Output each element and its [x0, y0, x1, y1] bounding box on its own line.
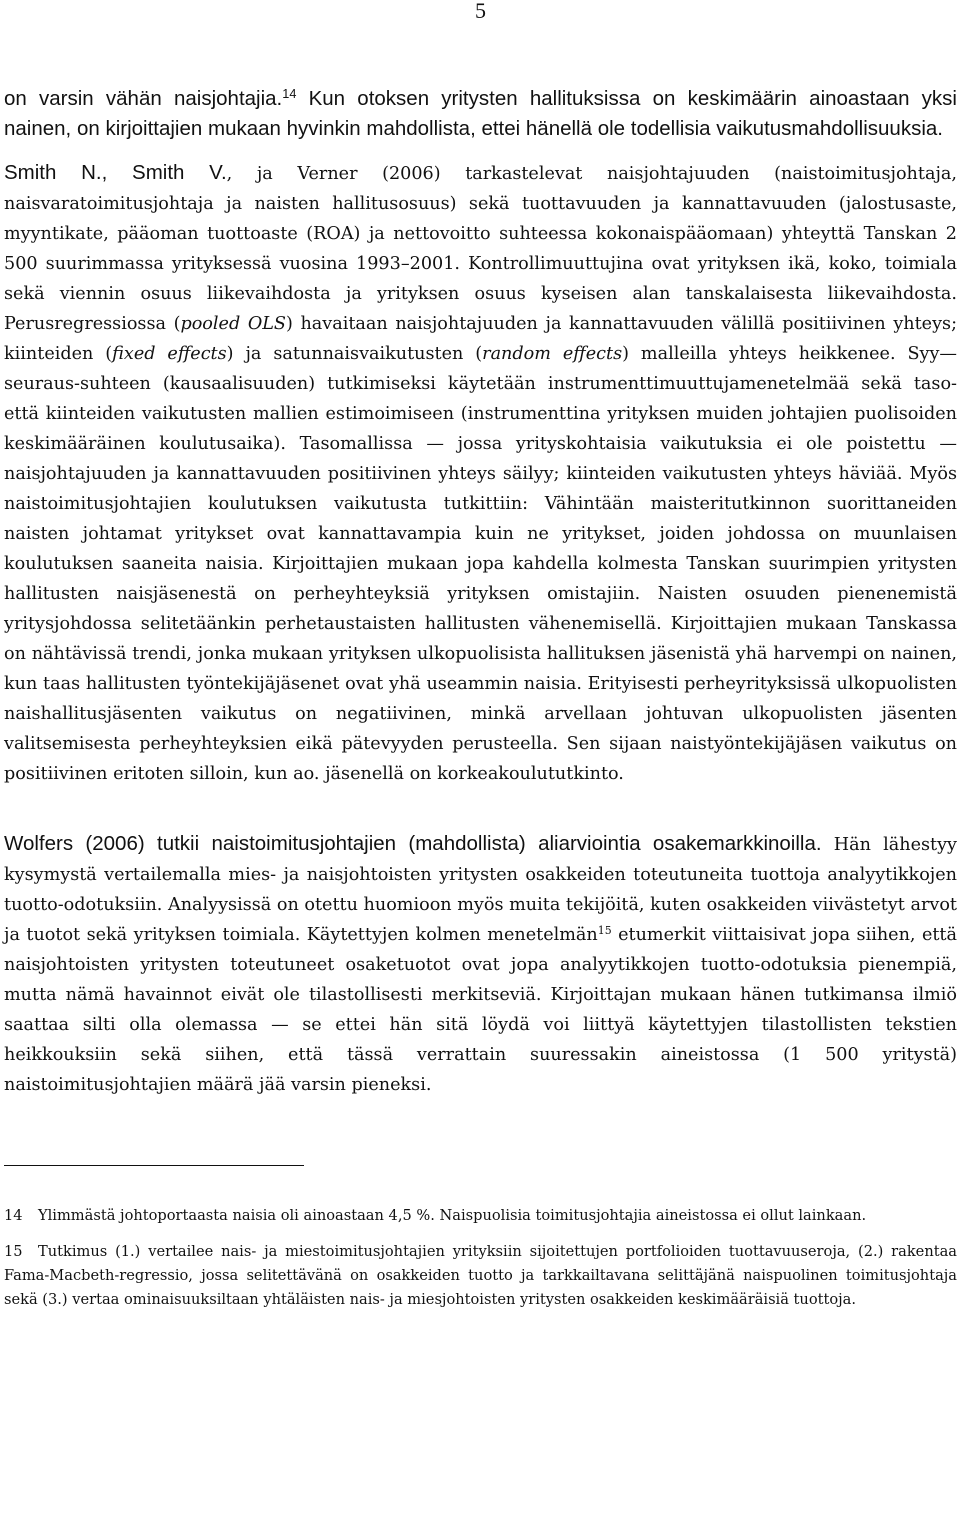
footnote-text: Tutkimus (1.) vertailee nais- ja miestoimitusjohtajien yrityksiin sijoitettujen portfolioiden tuottavuuseroja, (2.) rakentaa Fama-Macbeth-regressio, jossa selitettävänä on osakkeiden tuotto ja tarkkailtavana selittäjänä naispuolinen toimitusjohtaja sekä (3.) vertaa ominaisuuksiltaan yhtäläisten nais- ja miesjohtoisten yritysten osakkeiden keskimääräisiä tuottoja. [4, 1243, 957, 1308]
paragraph-text: etumerkit viittaisivat jopa siihen, että naisjohtoisten yritysten toteutuneet osaketuotot ovat jopa analyytikkojen tuotto-odotuksia pienempiä, mutta nämä havainnot eivät ole tilastollisesti merkitseviä. Kirjoittajan mukaan hänen tutkimansa ilmiö saattaa silti olla olemassa — se ettei hän sitä löydä voi liittyä käytettyjen tilastollisten tekstien heikkouksiin sekä siihen, että tässä verrattain suuressakin aineistossa (1 500 yritystä) naistoimitusjohtajien määrä jää varsin pieneksi. [4, 925, 957, 1095]
footnote-ref-14[interactable]: 14 [282, 86, 297, 102]
paragraph-text: , ja Verner (2006) tarkastelevat naisjohtajuuden (naistoimitusjohtaja, naisvaratoimitusjohtaja ja naisten hallitusosuus) sekä tuottavuuden ja kannattavuuden (jalostusaste, myyntikate, pääoman tuottoaste (ROA) ja nettovoitto suhteessa kokonaispääomaan) yhteyttä Tanskan 2 500 suurimmassa yrityksessä vuosina 1993–2001. Kontrollimuuttujina ovat yrityksen ikä, koko, toimiala sekä viennin osuus liikevaihdosta ja yrityksen osuus kyseisen alan tanskalaisesta liikevaihdosta. Perusregressiossa ( [4, 164, 957, 334]
term-random-effects: random effects [482, 344, 623, 364]
footnote-separator [4, 1165, 304, 1166]
term-pooled-ols: pooled OLS [180, 314, 286, 334]
paragraph-lead: Wolfers (2006) tutkii naistoimitusjohtajien (mahdollista) aliarviointia osakemarkkinoilla. [4, 832, 822, 855]
footnote-14 [4, 1204, 957, 1228]
footnote-15 [4, 1240, 957, 1312]
paragraph-continuation [4, 84, 957, 144]
paragraph-text: ) malleilla yhteys heikkenee. Syy—seuraus-suhteen (kausaalisuuden) tutkimiseksi käytetään instrumenttimuuttujamenetelmää sekä taso- että kiinteiden vaikutusten mallien estimoimiseen (instrumenttina yrityksen muiden johtajien puolisoiden keskimääräinen koulutusaika). Tasomallissa — jossa yrityskohtaisia vaikutuksia ei ole poistettu — naisjohtajuuden ja kannattavuuden positiivinen yhteys säilyy; kiinteiden vaikutusten yhteys häviää. Myös naistoimitusjohtajien koulutuksen vaikutusta tutkittiin: Vähintään maisteritutkinnon suorittaneiden naisten johtamat yritykset ovat kannattavampia kuin ne yritykset, joiden johdossa on muunlaisen koulutuksen saaneita naisia. Kirjoittajien mukaan jopa kahdella kolmesta Tanskan suurimpien yritysten hallitusten naisjäsenestä on perheyhteyksiä yrityksen omistajiin. Naisten osuuden pienenemistä yritysjohdossa selitetäänkin perhetaustaisten hallitusten vähenemisellä. Kirjoittajien mukaan Tanskassa on nähtävissä trendi, jonka mukaan yrityksen ulkopuolisista hallituksen jäsenistä yhä harvempi on nainen, kun taas hallitusten työntekijäjäsenet ovat yhä useammin naisia. Erityisesti perheyrityksissä ulkopuolisten naishallitusjäsenten vaikutus on negatiivinen, minkä arvellaan johtuvan ulkopuolisten jäsenten valitsemisesta perheyhteyksien eikä pätevyyden perusteella. Sen sijaan naistyöntekijäjäsen vaikutus on positiivinen eritoten silloin, kun ao. jäsenellä on korkeakoulututkinto. [4, 344, 957, 784]
footnote-ref-15[interactable]: 15 [597, 924, 612, 937]
paragraph-text: Hän lähestyy kysymystä vertailemalla mies- ja naisjohtoisten yritysten osakkeiden toteutuneita tuottoja analyytikkojen tuotto-odotuksiin. Analyysissä on otettu huomioon myös muita tekijöitä, kuten osakkeiden viivästetyt arvot ja tuotot sekä yrityksen toimiala. Käytettyjen kolmen menetelmän [4, 835, 957, 945]
footnote-text: Ylimmästä johtoportaasta naisia oli ainoastaan 4,5 %. Naispuolisia toimitusjohtajia aineistossa ei ollut lainkaan. [38, 1207, 867, 1224]
paragraph-smith-verner [4, 158, 957, 789]
footnote-number: 14 [4, 1207, 23, 1224]
paragraph-text: ) havaitaan naisjohtajuuden ja kannattavuuden välillä positiivinen yhteys; kiinteiden ( [4, 314, 957, 364]
paragraph-text: Kun otoksen yritysten hallituksissa on keskimäärin ainoastaan yksi nainen, on kirjoittajien mukaan hyvinkin mahdollista, ettei hänellä ole todellisia vaikutusmahdollisuuksia. [4, 87, 957, 140]
paragraph-text: on varsin vähän naisjohtajia. [4, 87, 283, 110]
page-number: 5 [475, 0, 486, 23]
paragraph-text: ) ja satunnaisvaikutusten ( [226, 344, 483, 364]
term-fixed-effects: fixed effects [112, 344, 227, 364]
paragraph-wolfers [4, 829, 957, 1100]
paragraph-lead: Smith N., Smith V. [4, 161, 227, 184]
footnote-number: 15 [4, 1243, 23, 1260]
document-body [4, 84, 957, 1312]
